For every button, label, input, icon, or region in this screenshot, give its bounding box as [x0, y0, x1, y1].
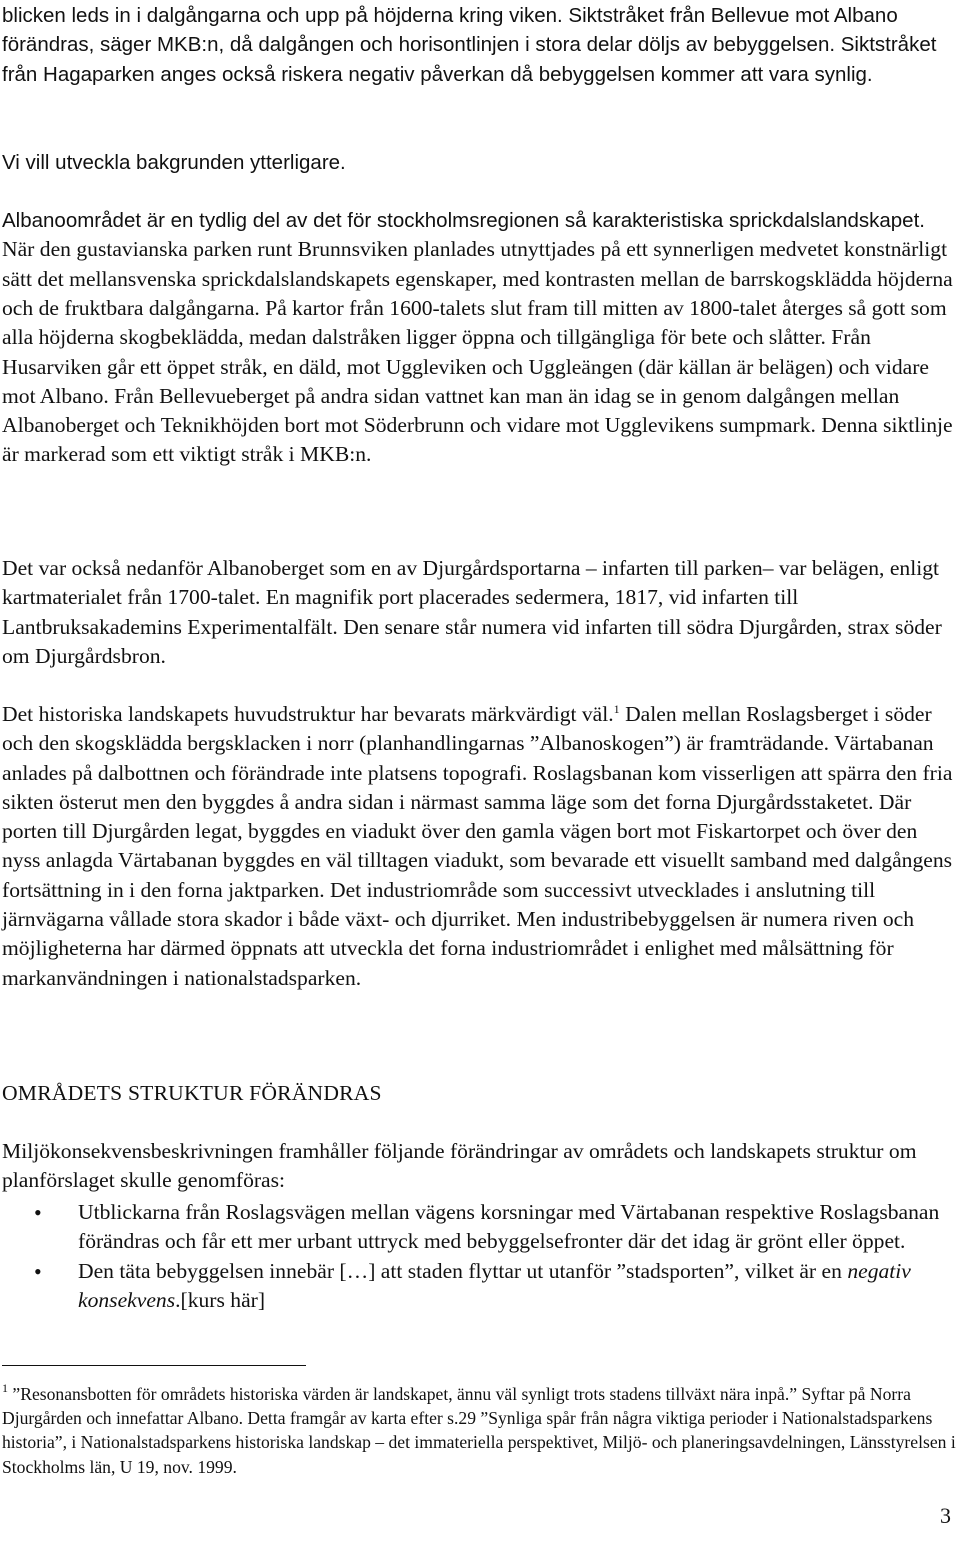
list-item-text-end: .[kurs här]: [175, 1287, 266, 1312]
footnote-number: 1: [2, 1381, 8, 1396]
list-item-text: [78, 1259, 911, 1312]
landscape-structure-paragraph: [2, 700, 957, 993]
landscape-paragraph: [2, 206, 957, 470]
section-heading: OMRÅDETS STRUKTUR FÖRÄNDRAS: [2, 1081, 382, 1105]
djurgardsport-paragraph: Det var också nedanför Albanoberget som en av Djurgårdsportarna – infarten till parken– var belägen, enligt kartmaterialet från 1700-talet. En magnifik port placerades sedermera, 1817, vid infarten till Lantbruksakademins Experimentalfält. Den senare står numera vid infarten till södra Djurgården, strax söder om Djurgårdsbron.: [2, 556, 942, 668]
structure-body-text: Dalen mellan Roslagsberget i söder och den skogsklädda bergsklacken i norr (planhandlingarnas ”Albanoskogen”) är framträdande. Värtabanan anlades på dalbottnen och förändrade inte platsens topografi. Roslagsbanan kom visserligen att spärra den fria sikten österut men den byggdes å andra sidan i närmast samma läge som det forna Djurgårdsstaketet. Där porten till Djurgården legat, byggdes en viadukt över den gamla vägen bort mot Fiskartorpet och över den nyss anlagda Värtabanan byggdes en väl tilltagen viadukt, som bevarade ett visuellt samband med dalgångens fortsättning in i den forna jaktparken. Det industriområde som successivt utvecklades i anslutning till järnvägarna vållade stora skador i både växt- och djurriket. Men industribebyggelsen är numera riven och möjligheterna har därmed öppnats att utveckla det forna industriområdet i enlighet med målsättning för markanvändningen i nationalstadsparken.: [2, 702, 953, 990]
footnote-text: ”Resonansbotten för områdets historiska värden är landskapet, ännu väl synligt trots stadens tillväxt nära inpå.” Syftar på Norra Djurgården och innefattar Albano. Detta framgår av karta efter s.29 ”Synliga spår från några viktiga perioder i Nationalstadsparkens historia”, i Nationalstadsparkens historiska landskap – det immateriella perspektivet, Miljö- och planeringsavdelningen, Länsstyrelsen i Stockholms län, U 19, nov. 1999.: [2, 1384, 956, 1477]
footnote-reference: 1: [613, 702, 620, 717]
bullet-icon: •: [34, 1200, 42, 1225]
structure-lead-text: Det historiska landskapets huvudstruktur har bevarats märkvärdigt väl.: [2, 702, 614, 726]
list-item: [2, 1257, 957, 1316]
emphasis-text: negativ konsekvens: [78, 1258, 911, 1312]
landscape-body-text: När den gustavianska parken runt Brunnsviken planlades utnyttjades på ett synnerligen medvetet konstnärligt sätt det mellansvenska sprickdalslandskapets egenskaper, med kontrasten mellan de barrskogsklädda höjderna och de fruktbara dalgångarna. På kartor från 1600-talets slut fram till mitten av 1800-talet återges så gott som alla höjderna skogbeklädda, medan dalstråken ligger öppna och tillgängliga för bete och slåtter. Från Husarviken går ett öppet stråk, en däld, mot Uggleviken och Uggleängen (där källan är belägen) och vidare mot Albano. Från Bellevueberget på andra sidan vattnet kan man än idag se in genom dalgången mellan Albanoberget och Teknikhöjden bort mot Söderbrunn och vidare mot Ugglevikens sumpmark. Denna siktlinje är markerad som ett viktigt stråk i MKB:n.: [2, 237, 953, 467]
footnote: [2, 1382, 957, 1479]
intro-paragraph: blicken leds in i dalgångarna och upp på höjderna kring viken. Siktstråket från Bellevue mot Albano förändras, säger MKB:n, då dalgången och horisontlinjen i stora delar döljs av bebyggelsen. Siktstråket från Hagaparken anges också riskera negativ påverkan då bebyggelsen kommer att vara synlig.: [2, 4, 937, 86]
mkb-intro-paragraph: Miljökonsekvensbeskrivningen framhåller följande förändringar av områdets och landskapets struktur om planförslaget skulle genomföras:: [2, 1139, 917, 1193]
list-item-text-start: Den täta bebyggelsen innebär […] att staden flyttar ut utanför ”stadsporten”, vilket är en: [78, 1258, 848, 1283]
bullet-icon: •: [34, 1258, 42, 1284]
landscape-lead-sentence: Albanoområdet är en tydlig del av det för stockholmsregionen så karakteristiska sprickdalslandskapet.: [2, 209, 925, 232]
page-number: 3: [940, 1503, 951, 1528]
change-list: [2, 1198, 957, 1315]
list-item-text: Utblickarna från Roslagsvägen mellan vägens korsningar med Värtabanan respektive Roslagsbanan förändras och får ett mer urbant uttryck med bebyggelsefronter där det idag är grönt eller öppet.: [78, 1200, 940, 1254]
list-item: [2, 1198, 957, 1257]
intent-paragraph: Vi vill utveckla bakgrunden ytterligare.: [2, 151, 346, 174]
footnote-divider: [2, 1365, 306, 1366]
